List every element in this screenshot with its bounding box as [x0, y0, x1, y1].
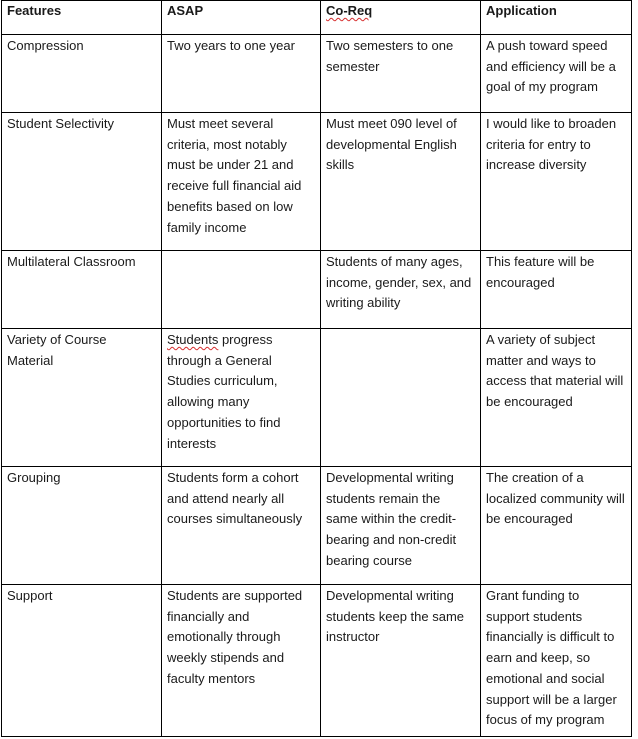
- table-header-row: [2, 1, 632, 35]
- cell-application: The creation of a localized community will be encouraged: [481, 467, 632, 585]
- header-coreq: [321, 1, 481, 35]
- comparison-table: [1, 0, 632, 737]
- cell-coreq: Two semesters to one semester: [321, 35, 481, 113]
- cell-asap: Students are supported financially and emotionally through weekly stipends and faculty mentors: [162, 585, 321, 737]
- cell-application: A push toward speed and efficiency will be a goal of my program: [481, 35, 632, 113]
- cell-application: A variety of subject matter and ways to access that material will be encouraged: [481, 329, 632, 467]
- cell-asap: Two years to one year: [162, 35, 321, 113]
- cell-asap-rest: progress through a General Studies curriculum, allowing many opportunities to find interests: [167, 332, 281, 451]
- cell-asap: Students form a cohort and attend nearly all courses simultaneously: [162, 467, 321, 585]
- cell-feature: Support: [2, 585, 162, 737]
- table-row: [2, 35, 632, 113]
- header-application: Application: [481, 1, 632, 35]
- cell-asap: [162, 251, 321, 329]
- header-coreq-text: Co-Req: [326, 3, 373, 18]
- cell-feature: Multilateral Classroom: [2, 251, 162, 329]
- cell-asap: [162, 329, 321, 467]
- cell-feature: Student Selectivity: [2, 113, 162, 251]
- cell-coreq: [321, 329, 481, 467]
- cell-coreq: Students of many ages, income, gender, sex, and writing ability: [321, 251, 481, 329]
- table-row: [2, 467, 632, 585]
- table-row: [2, 585, 632, 737]
- cell-application: This feature will be encouraged: [481, 251, 632, 329]
- table-row: [2, 251, 632, 329]
- cell-coreq: Must meet 090 level of developmental English skills: [321, 113, 481, 251]
- header-asap: ASAP: [162, 1, 321, 35]
- header-features: Features: [2, 1, 162, 35]
- cell-asap-first-word: Students: [167, 332, 219, 347]
- cell-coreq: Developmental writing students keep the same instructor: [321, 585, 481, 737]
- cell-coreq: Developmental writing students remain the same within the credit-bearing and non-credit bearing course: [321, 467, 481, 585]
- cell-feature: Compression: [2, 35, 162, 113]
- table-row: [2, 113, 632, 251]
- cell-asap: Must meet several criteria, most notably must be under 21 and receive full financial aid benefits based on low family income: [162, 113, 321, 251]
- cell-feature: Variety of Course Material: [2, 329, 162, 467]
- cell-application: I would like to broaden criteria for entry to increase diversity: [481, 113, 632, 251]
- table-row: [2, 329, 632, 467]
- cell-application: Grant funding to support students financially is difficult to earn and keep, so emotional and social support will be a larger focus of my program: [481, 585, 632, 737]
- cell-feature: Grouping: [2, 467, 162, 585]
